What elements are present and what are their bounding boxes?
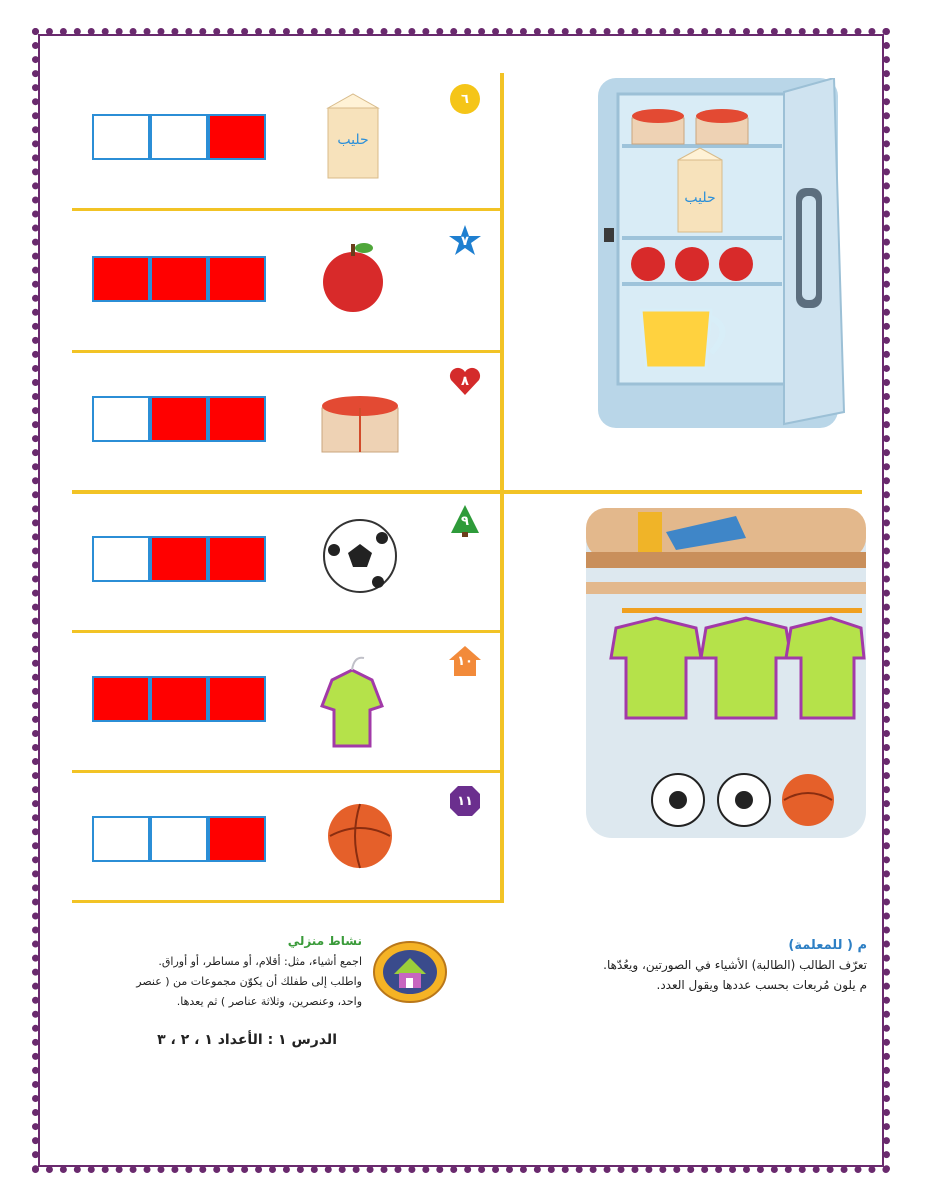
count-box[interactable] — [208, 676, 266, 722]
badge-number: ٧ — [461, 233, 469, 249]
row-divider — [72, 900, 504, 903]
badge-number: ١١ — [457, 793, 473, 809]
number-badge — [448, 364, 482, 398]
count-boxes — [92, 816, 270, 864]
count-box[interactable] — [92, 256, 150, 302]
closet-illustration — [586, 508, 866, 838]
vertical-divider — [500, 73, 504, 902]
count-box[interactable] — [92, 114, 150, 160]
row-divider — [72, 350, 502, 353]
count-boxes — [92, 676, 270, 724]
teacher-note-line2: م يلون مُربعات بحسب عددها ويقول العدد. — [656, 978, 867, 992]
number-badge — [448, 82, 482, 116]
apple-image — [320, 230, 404, 334]
row-divider — [72, 208, 502, 211]
count-box[interactable] — [208, 536, 266, 582]
home-activity-line3: واحد، وعنصرين، وثلاثة عناصر ) ثم يعدها. — [176, 995, 362, 1008]
home-activity-icon — [372, 940, 448, 1004]
number-badge — [448, 784, 482, 818]
fruit-basket-image — [320, 370, 404, 474]
count-box[interactable] — [150, 396, 208, 442]
count-box[interactable] — [208, 816, 266, 862]
row-divider — [72, 630, 502, 633]
milk-label: حليب — [684, 190, 716, 206]
count-box[interactable] — [150, 114, 208, 160]
count-boxes — [92, 396, 270, 444]
count-box[interactable] — [92, 536, 150, 582]
svg-text:حليب: حليب — [337, 132, 369, 148]
count-box[interactable] — [208, 256, 266, 302]
basketball-image — [320, 790, 404, 894]
mid-divider — [72, 490, 862, 494]
count-boxes — [92, 536, 270, 584]
home-activity-title: نشاط منزلي — [287, 934, 362, 948]
home-activity-line1: اجمع أشياء، مثل: أقلام، أو مساطر، أو أوراق. — [158, 955, 362, 968]
count-box[interactable] — [208, 396, 266, 442]
count-boxes — [92, 114, 270, 162]
badge-number: ٩ — [461, 513, 469, 529]
t-shirt-image — [320, 650, 404, 754]
number-badge — [448, 644, 482, 678]
number-badge — [448, 224, 482, 258]
badge-number: ٨ — [461, 373, 469, 389]
count-box[interactable] — [92, 676, 150, 722]
fridge-illustration — [596, 78, 858, 434]
badge-number: ١٠ — [457, 653, 473, 669]
badge-number: ٦ — [461, 91, 469, 107]
lesson-footer: الدرس ١ : الأعداد ١ ، ٢ ، ٣ — [157, 1032, 337, 1048]
count-box[interactable] — [150, 256, 208, 302]
row-divider — [72, 770, 502, 773]
count-box[interactable] — [92, 816, 150, 862]
count-box[interactable] — [150, 536, 208, 582]
count-box[interactable] — [92, 396, 150, 442]
home-activity-line2: واطلب إلى طفلك أن يكوّن مجموعات من ( عنصر — [136, 975, 362, 988]
teacher-note-title: م ( للمعلمة) — [788, 938, 867, 953]
count-box[interactable] — [150, 676, 208, 722]
milk-carton-image — [320, 88, 404, 192]
count-box[interactable] — [150, 816, 208, 862]
count-box[interactable] — [208, 114, 266, 160]
count-boxes — [92, 256, 270, 304]
soccer-ball-image — [320, 510, 404, 614]
number-badge — [448, 504, 482, 538]
teacher-note-line1: تعرّف الطالب (الطالبة) الأشياء في الصورتين، ويعُدّها. — [603, 958, 867, 972]
